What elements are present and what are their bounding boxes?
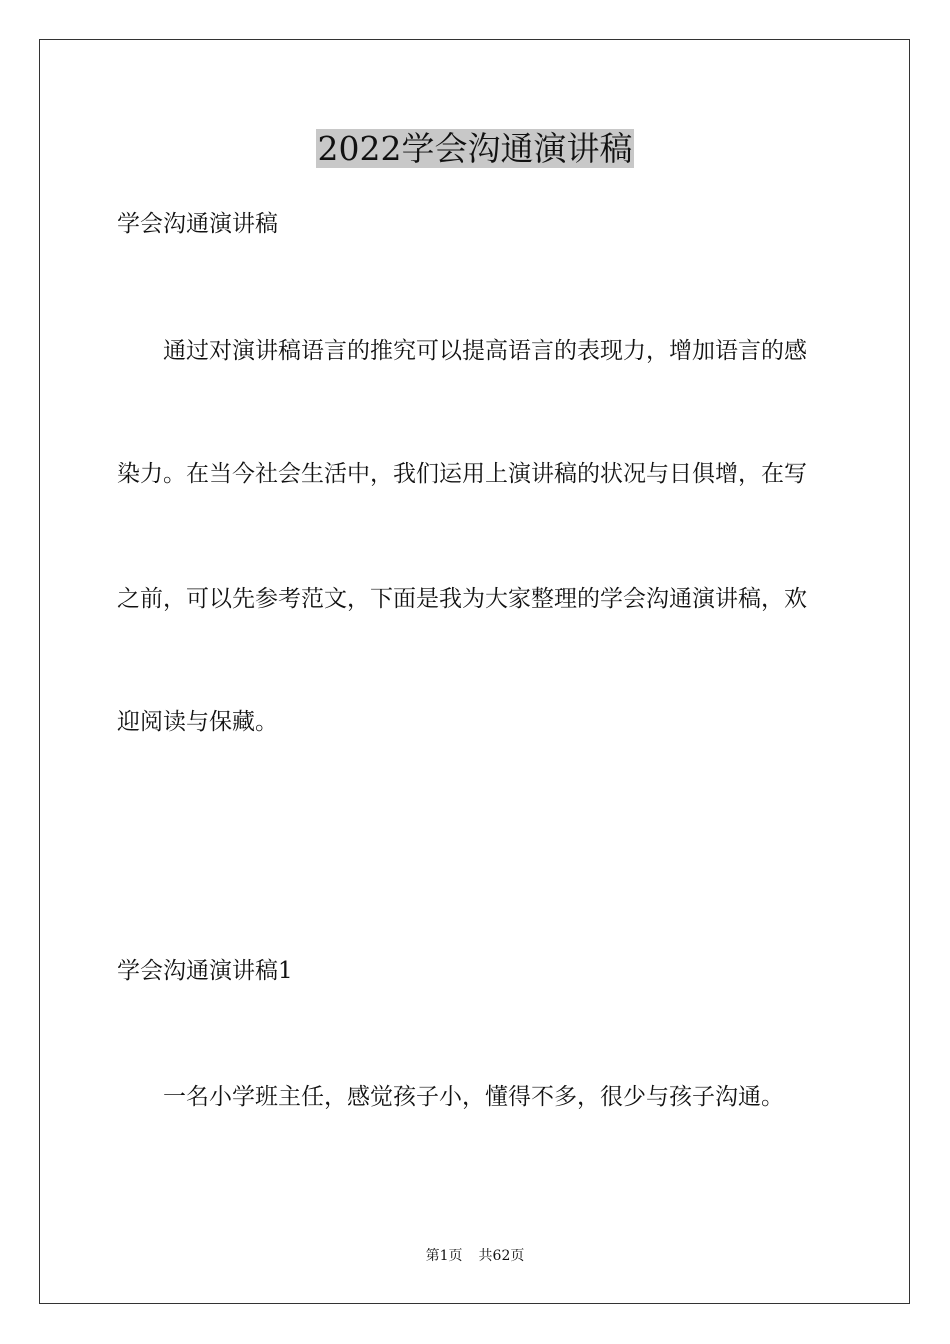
paragraph-line: 一名小学班主任，感觉孩子小，懂得不多，很少与孩子沟通。	[163, 1084, 784, 1110]
paragraph-line: 染力。在当今社会生活中，我们运用上演讲稿的状况与日俱增，在写	[117, 461, 807, 487]
total-pages-label: 共62页	[478, 1248, 525, 1264]
paragraph-line: 之前，可以先参考范文，下面是我为大家整理的学会沟通演讲稿，欢	[117, 586, 807, 612]
section-heading: 学会沟通演讲稿	[117, 211, 278, 237]
document-title-text: 2022学会沟通演讲稿	[317, 129, 633, 168]
document-title	[0, 127, 950, 171]
section-heading: 学会沟通演讲稿1	[117, 958, 293, 984]
paragraph-line: 迎阅读与保藏。	[117, 709, 278, 735]
page-number-label: 第1页	[425, 1248, 463, 1264]
page-footer	[0, 1247, 950, 1265]
paragraph-line: 通过对演讲稿语言的推究可以提高语言的表现力，增加语言的感	[163, 338, 807, 364]
